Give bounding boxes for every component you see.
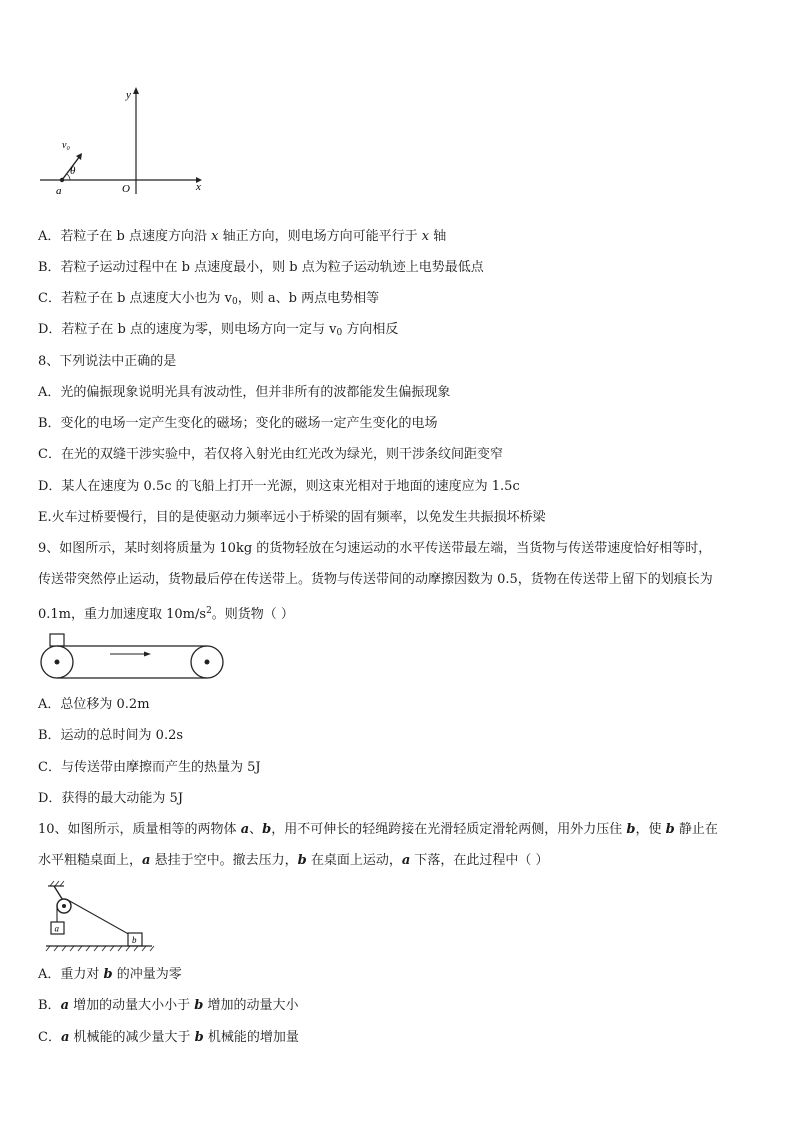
y-axis-label: y bbox=[126, 89, 131, 101]
x-axis-label: x bbox=[196, 181, 201, 193]
left-pulley-axle bbox=[55, 660, 60, 665]
q9-option-c: C．与传送带由摩擦而产生的热量为 5J bbox=[38, 760, 261, 775]
q7-option-a: A．若粒子在 b 点速度方向沿 x 轴正方向，则电场方向可能平行于 x 轴 bbox=[38, 229, 447, 244]
pulley-axle bbox=[62, 904, 66, 908]
conveyor-belt-figure bbox=[38, 632, 228, 684]
q9-option-d: D．获得的最大动能为 5J bbox=[38, 791, 184, 806]
q7-option-c: C．若粒子在 b 点速度大小也为 $v_0$，则 a、b 两点电势相等 bbox=[38, 291, 380, 307]
q8-option-c: C．在光的双缝干涉实验中，若仅将入射光由红光改为绿光，则干涉条纹间距变窄 bbox=[38, 447, 503, 462]
q8-option-b: B．变化的电场一定产生变化的磁场；变化的磁场一定产生变化的电场 bbox=[38, 416, 438, 431]
q9-option-b: B．运动的总时间为 0.2s bbox=[38, 728, 184, 743]
support-hatch-3 bbox=[60, 881, 64, 886]
point-a-label: a bbox=[56, 185, 62, 197]
q10-option-a: A．重力对 b 的冲量为零 bbox=[38, 967, 182, 982]
q10-stem-line2: 水平粗糙桌面上，a 悬挂于空中。撤去压力，b 在桌面上运动，a 下落，在此过程中（ ） bbox=[38, 853, 549, 868]
support-hatch-2 bbox=[55, 881, 59, 886]
q9-option-a: A．总位移为 0.2m bbox=[38, 697, 150, 712]
cargo-box bbox=[50, 634, 64, 646]
q7-option-b: B．若粒子运动过程中在 b 点速度最小，则 b 点为粒子运动轨迹上电势最低点 bbox=[38, 260, 484, 275]
velocity-arrowhead bbox=[76, 153, 82, 160]
rope-slanted bbox=[67, 900, 132, 937]
q8-option-d: D．某人在速度为 0.5c 的飞船上打开一光源，则这束光相对于地面的速度应为 1.5c bbox=[38, 479, 520, 494]
y-axis-arrow bbox=[133, 87, 139, 94]
table-hatching bbox=[46, 946, 154, 951]
pulley-figure bbox=[42, 880, 162, 956]
right-pulley-axle bbox=[205, 660, 210, 665]
q10-option-b: B．a 增加的动量大小小于 b 增加的动量大小 bbox=[38, 998, 299, 1013]
block-b-label: b bbox=[132, 935, 137, 945]
velocity-label: v₀ bbox=[62, 140, 70, 151]
q9-stem-line1: 9、如图所示，某时刻将质量为 10kg 的货物轻放在匀速运动的水平传送带最左端，当货物与传送带速度恰好相等时， bbox=[38, 541, 712, 556]
q10-stem-line1: 10、如图所示，质量相等的两物体 a、b，用不可伸长的轻绳跨接在光滑轻质定滑轮两侧，用外力压住 b，使 b 静止在 bbox=[38, 822, 718, 837]
q8-option-e: E.火车过桥要慢行，目的是使驱动力频率远小于桥梁的固有频率，以免发生共振损坏桥梁 bbox=[38, 510, 546, 525]
q10-option-c: C．a 机械能的减少量大于 b 机械能的增加量 bbox=[38, 1030, 299, 1045]
q8-option-a: A．光的偏振现象说明光具有波动性，但并非所有的波都能发生偏振现象 bbox=[38, 385, 451, 400]
q9-stem-line3: 0.1m，重力加速度取 $10m/s^2$。则货物（ ） bbox=[38, 606, 294, 622]
belt-direction-arrowhead bbox=[144, 652, 151, 657]
q9-stem-line2: 传送带突然停止运动，货物最后停在传送带上。货物与传送带间的动摩擦因数为 0.5，货物在传送带上留下的划痕长为 bbox=[38, 572, 713, 587]
origin-label: O bbox=[122, 183, 130, 195]
angle-label: θ bbox=[70, 165, 76, 177]
coordinate-figure bbox=[36, 84, 216, 199]
support-hatch-1 bbox=[50, 881, 54, 886]
q8-stem: 8、下列说法中正确的是 bbox=[38, 354, 177, 369]
block-a-label: a bbox=[54, 923, 59, 934]
q7-option-d: D．若粒子在 b 点的速度为零，则电场方向一定与 $v_0$ 方向相反 bbox=[38, 322, 399, 338]
